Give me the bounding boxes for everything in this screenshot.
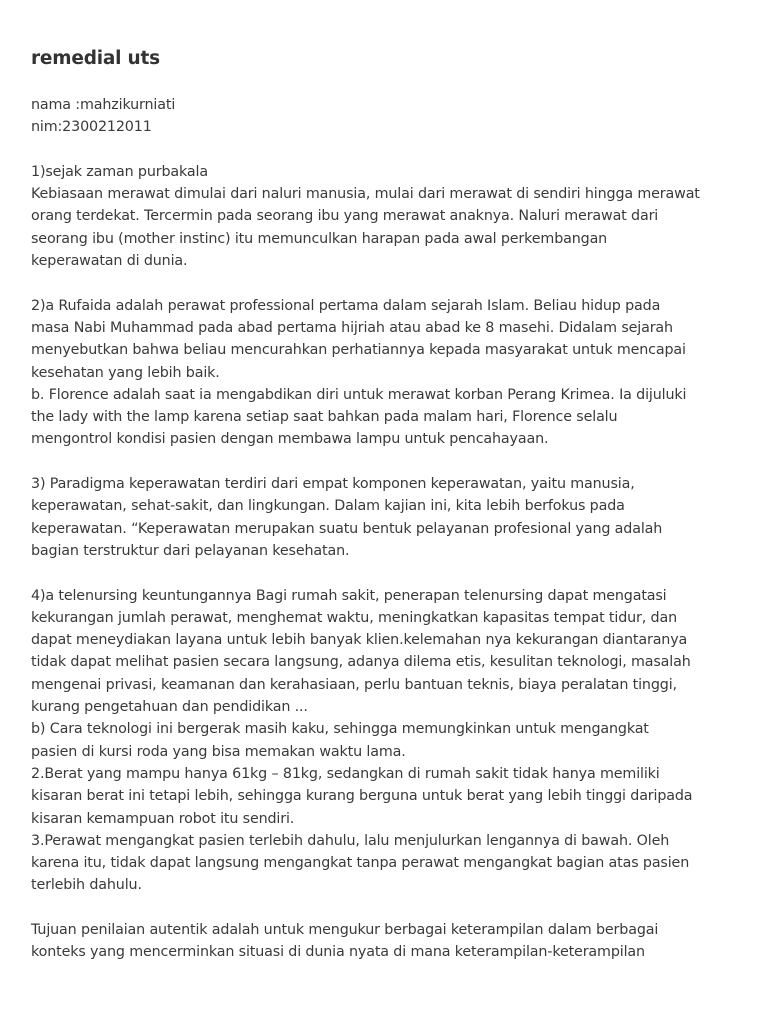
text-line: pasien di kursi roda yang bisa memakan waktu lama.	[31, 743, 406, 760]
text-line: Tujuan penilaian autentik adalah untuk mengukur berbagai keterampilan dalam berbagai	[31, 921, 659, 938]
text-line: masa Nabi Muhammad pada abad pertama hijriah atau abad ke 8 masehi. Didalam sejarah	[31, 319, 673, 336]
text-line: kisaran kemampuan robot itu sendiri.	[31, 810, 295, 827]
text-line: konteks yang mencerminkan situasi di dunia nyata di mana keterampilan-keterampilan	[31, 944, 645, 961]
student-id: nim:2300212011	[31, 119, 152, 136]
document-page	[31, 46, 743, 986]
text-line: the lady with the lamp karena setiap saat bahkan pada malam hari, Florence selalu	[31, 409, 618, 426]
answer-block	[31, 473, 743, 562]
text-line: kisaran berat ini tetapi lebih, sehingga kurang berguna untuk berat yang lebih tinggi daripada	[31, 788, 693, 805]
student-info	[31, 94, 743, 139]
answers-body	[31, 161, 743, 964]
text-line: seorang ibu (mother instinc) itu memunculkan harapan pada awal perkembangan	[31, 230, 608, 247]
text-line: bagian terstruktur dari pelayanan kesehatan.	[31, 542, 350, 559]
text-line: 3.Perawat mengangkat pasien terlebih dahulu, lalu menjulurkan lengannya di bawah. Oleh	[31, 832, 670, 849]
text-line: 4)a telenursing keuntungannya Bagi rumah sakit, penerapan telenursing dapat mengatasi	[31, 587, 667, 604]
text-line: 1)sejak zaman purbakala	[31, 163, 208, 180]
text-line: 2)a Rufaida adalah perawat professional pertama dalam sejarah Islam. Beliau hidup pada	[31, 297, 661, 314]
text-line: karena itu, tidak dapat langsung mengangkat tanpa perawat mengangkat bagian atas pasien	[31, 855, 690, 872]
text-line: 2.Berat yang mampu hanya 61kg – 81kg, sedangkan di rumah sakit tidak hanya memiliki	[31, 765, 660, 782]
text-line: keperawatan di dunia.	[31, 253, 188, 270]
text-line: tidak dapat melihat pasien secara langsung, adanya dilema etis, kesulitan teknologi, masalah	[31, 654, 691, 671]
text-line: menyebutkan bahwa beliau mencurahkan perhatiannya kepada masyarakat untuk mencapai	[31, 342, 686, 359]
text-line: Kebiasaan merawat dimulai dari naluri manusia, mulai dari merawat di sendiri hingga merawat	[31, 186, 700, 203]
text-line: terlebih dahulu.	[31, 877, 142, 894]
answer-block	[31, 295, 743, 451]
text-line: kurang pengetahuan dan pendidikan ...	[31, 699, 308, 716]
text-line: b) Cara teknologi ini bergerak masih kaku, sehingga memungkinkan untuk mengangkat	[31, 721, 649, 738]
text-line: orang terdekat. Tercermin pada seorang ibu yang merawat anaknya. Naluri merawat dari	[31, 208, 659, 225]
text-line: mengontrol kondisi pasien dengan membawa lampu untuk pencahayaan.	[31, 431, 549, 448]
text-line: b. Florence adalah saat ia mengabdikan diri untuk merawat korban Perang Krimea. Ia dijuluki	[31, 386, 687, 403]
text-line: kekurangan jumlah perawat, menghemat waktu, meningkatkan kapasitas tempat tidur, dan	[31, 609, 677, 626]
text-line: keperawatan, sehat-sakit, dan lingkungan. Dalam kajian ini, kita lebih berfokus pada	[31, 498, 625, 515]
text-line: mengenai privasi, keamanan dan kerahasiaan, perlu bantuan teknis, biaya peralatan tinggi,	[31, 676, 677, 693]
student-name: nama :mahzikurniati	[31, 97, 176, 113]
answer-block	[31, 919, 743, 964]
text-line: kesehatan yang lebih baik.	[31, 364, 220, 381]
text-line: dapat meneydiakan layana untuk lebih banyak klien.kelemahan nya kekurangan diantaranya	[31, 632, 688, 649]
answer-block	[31, 585, 743, 897]
answer-block	[31, 161, 743, 272]
text-line: keperawatan. “Keperawatan merupakan suatu bentuk pelayanan profesional yang adalah	[31, 520, 663, 537]
document-title: remedial uts	[31, 48, 160, 69]
text-line: 3) Paradigma keperawatan terdiri dari empat komponen keperawatan, yaitu manusia,	[31, 476, 635, 493]
